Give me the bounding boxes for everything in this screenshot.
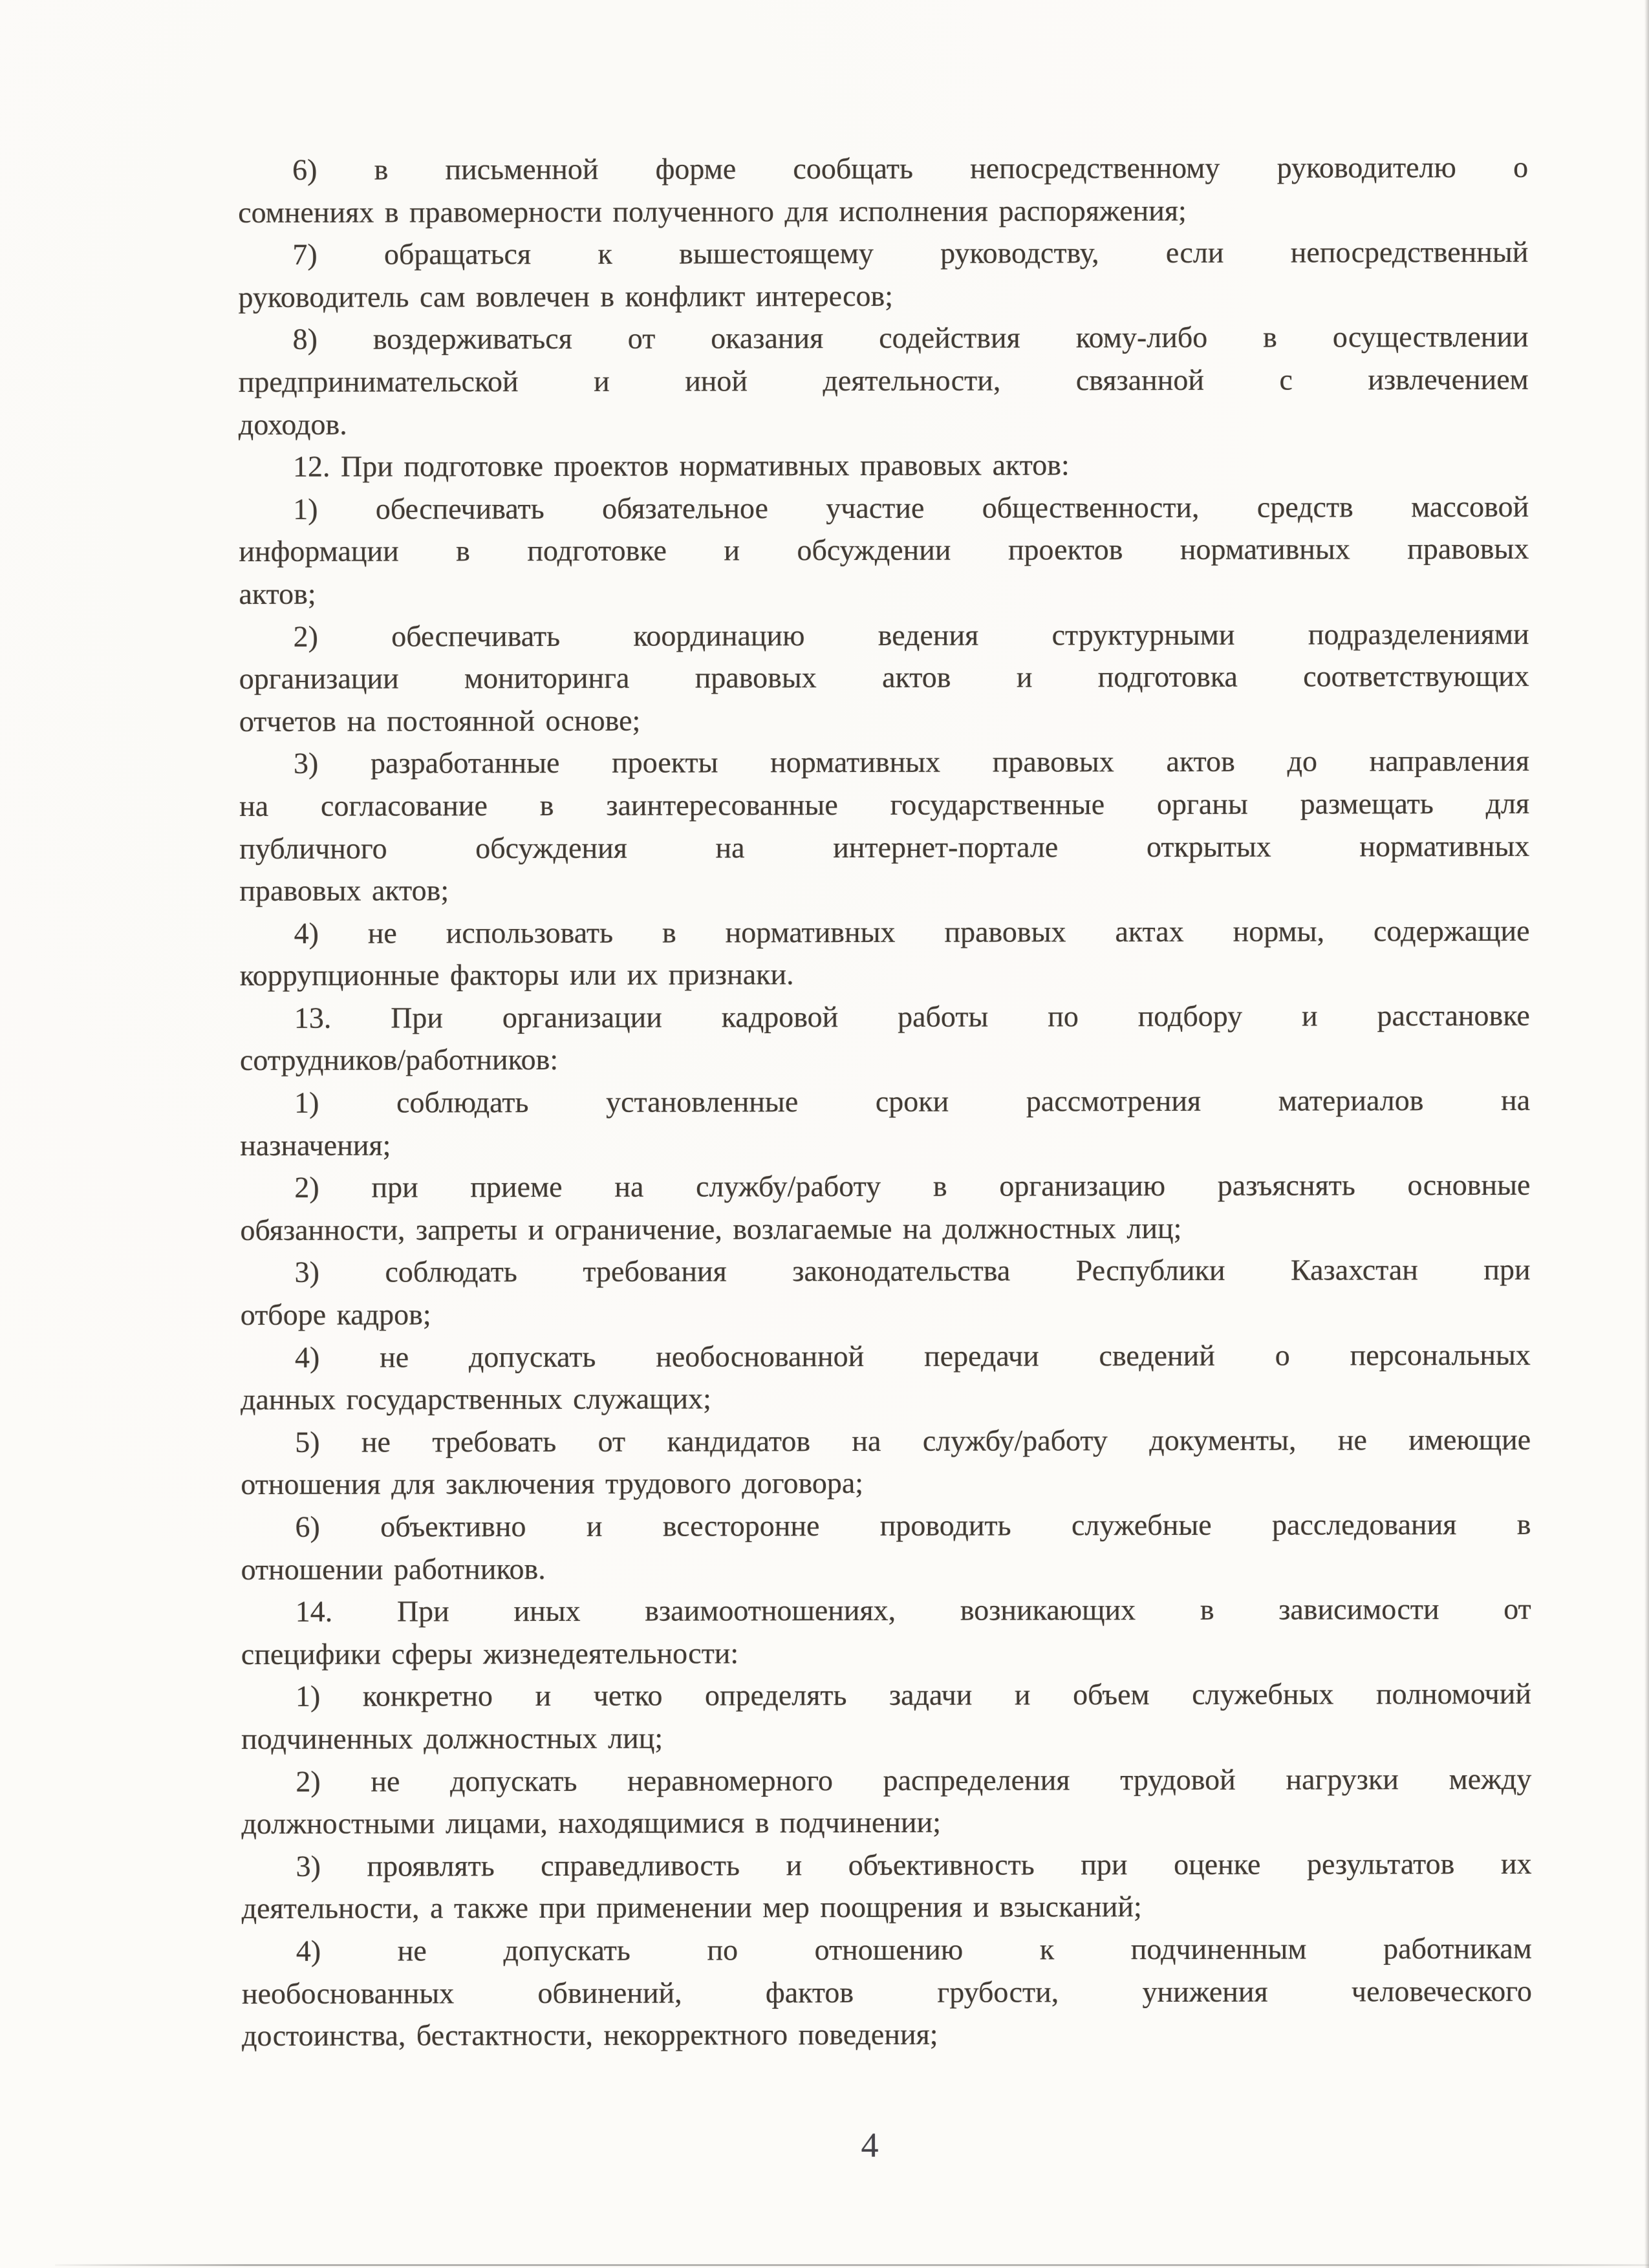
text-line: назначения;	[240, 1128, 391, 1162]
text-line: данных государственных служащих;	[240, 1382, 711, 1417]
paragraph	[241, 1757, 1531, 1845]
text-line: 13. При организации кадровой работы по подбору и расстановке	[294, 998, 1530, 1034]
text-line: отношения для заключения трудового договора;	[241, 1466, 864, 1501]
text-line: 3) соблюдать требования законодательства Республики Казахстан при	[294, 1253, 1531, 1289]
paragraph	[241, 1588, 1531, 1675]
text-line: 12. При подготовке проектов нормативных правовых актов:	[292, 448, 1070, 483]
paragraph	[239, 612, 1529, 742]
text-line: правовых актов;	[239, 873, 449, 908]
text-line: 14. При иных взаимоотношениях, возникающих в зависимости от	[295, 1592, 1531, 1629]
text-line: отчетов на постоянной основе;	[239, 703, 641, 738]
text-line: подчиненных должностных лиц;	[241, 1721, 663, 1755]
text-line: 8) воздерживаться от оказания содействия кому-либо в осуществлении	[292, 320, 1529, 356]
text-line: 4) не использовать в нормативных правовых актах нормы, содержащие	[294, 914, 1530, 950]
paragraph	[240, 994, 1530, 1082]
text-line: 3) проявлять справедливость и объективность при оценке результатов их	[296, 1846, 1532, 1883]
text-line: деятельности, а также при применении мер поощрения и взысканий;	[241, 1890, 1142, 1925]
text-line: необоснованных обвинений, фактов грубости, унижения человеческого	[241, 1974, 1533, 2010]
paragraph	[241, 1248, 1531, 1336]
text-line: сомнениях в правомерности полученного для исполнения распоряжения;	[238, 193, 1187, 229]
paragraph	[242, 1927, 1532, 2057]
paragraph	[239, 740, 1530, 912]
text-line: предпринимательской и иной деятельности, связанной с извлечением	[238, 362, 1529, 398]
paragraph	[241, 1418, 1531, 1506]
paragraph	[241, 1843, 1531, 1930]
paragraph	[239, 486, 1529, 615]
text-line: 1) обеспечивать обязательное участие общественности, средств массовой	[293, 489, 1529, 526]
paragraph	[239, 910, 1529, 997]
text-line: отборе кадров;	[240, 1298, 431, 1332]
text-line: обязанности, запреты и ограничение, возлагаемые на должностных лиц;	[240, 1211, 1182, 1246]
text-line: 6) в письменной форме сообщать непосредственному руководителю о	[292, 150, 1529, 186]
scan-edge-bottom	[55, 2264, 1649, 2266]
text-line: 4) не допускать по отношению к подчиненным работникам	[296, 1931, 1532, 1967]
text-line: сотрудников/работников:	[239, 1043, 559, 1077]
text-line: отношении работников.	[241, 1552, 546, 1586]
page-number: 4	[861, 2126, 879, 2165]
scan-edge-right	[1644, 0, 1649, 2268]
text-line: должностными лицами, находящимися в подчинении;	[241, 1805, 942, 1841]
paragraph	[241, 1333, 1531, 1420]
paragraph	[240, 1164, 1530, 1251]
paragraph	[238, 231, 1528, 318]
paragraph	[239, 443, 1529, 488]
text-line: информации в подготовке и обсуждении проектов нормативных правовых	[239, 532, 1529, 568]
text-line: специфики сферы жизнедеятельности:	[241, 1636, 739, 1671]
text-line: 5) не требовать от кандидатов на службу/работу документы, не имеющие	[295, 1422, 1531, 1459]
paragraph	[239, 316, 1529, 445]
paragraph	[241, 1503, 1531, 1590]
text-line: коррупционные факторы или их признаки.	[239, 957, 794, 992]
text-line: 3) разработанные проекты нормативных правовых актов до направления	[293, 744, 1530, 780]
text-line: доходов.	[238, 407, 347, 441]
text-line: 2) обеспечивать координацию ведения структурными подразделениями	[293, 617, 1529, 653]
text-line: руководитель сам вовлечен в конфликт интересов;	[238, 279, 894, 314]
text-line: 2) при приеме на службу/работу в организацию разъяснять основные	[294, 1168, 1531, 1204]
paragraph	[241, 1673, 1531, 1760]
text-line: 1) конкретно и четко определять задачи и объем служебных полномочий	[295, 1677, 1532, 1713]
text-line: 1) соблюдать установленные сроки рассмотрения материалов на	[294, 1083, 1531, 1119]
text-line: 6) объективно и всесторонне проводить служебные расследования в	[295, 1507, 1531, 1543]
text-line: 4) не допускать необоснованной передачи сведений о персональных	[294, 1338, 1531, 1374]
text-line: 2) не допускать неравномерного распределения трудовой нагрузки между	[296, 1762, 1532, 1798]
text-line: актов;	[239, 577, 316, 610]
text-line: достоинства, бестактности, некорректного поведения;	[242, 2017, 938, 2053]
text-line: 7) обращаться к вышестоящему руководству, если непосредственный	[292, 235, 1529, 272]
paragraph	[238, 146, 1528, 233]
text-line: на согласование в заинтересованные государственные органы размещать для	[239, 786, 1530, 822]
text-line: публичного обсуждения на интернет-портале открытых нормативных	[239, 829, 1530, 865]
document-text	[238, 146, 1532, 2057]
text-line: организации мониторинга правовых актов и подготовка соответствующих	[239, 659, 1529, 696]
paragraph	[240, 1079, 1530, 1166]
